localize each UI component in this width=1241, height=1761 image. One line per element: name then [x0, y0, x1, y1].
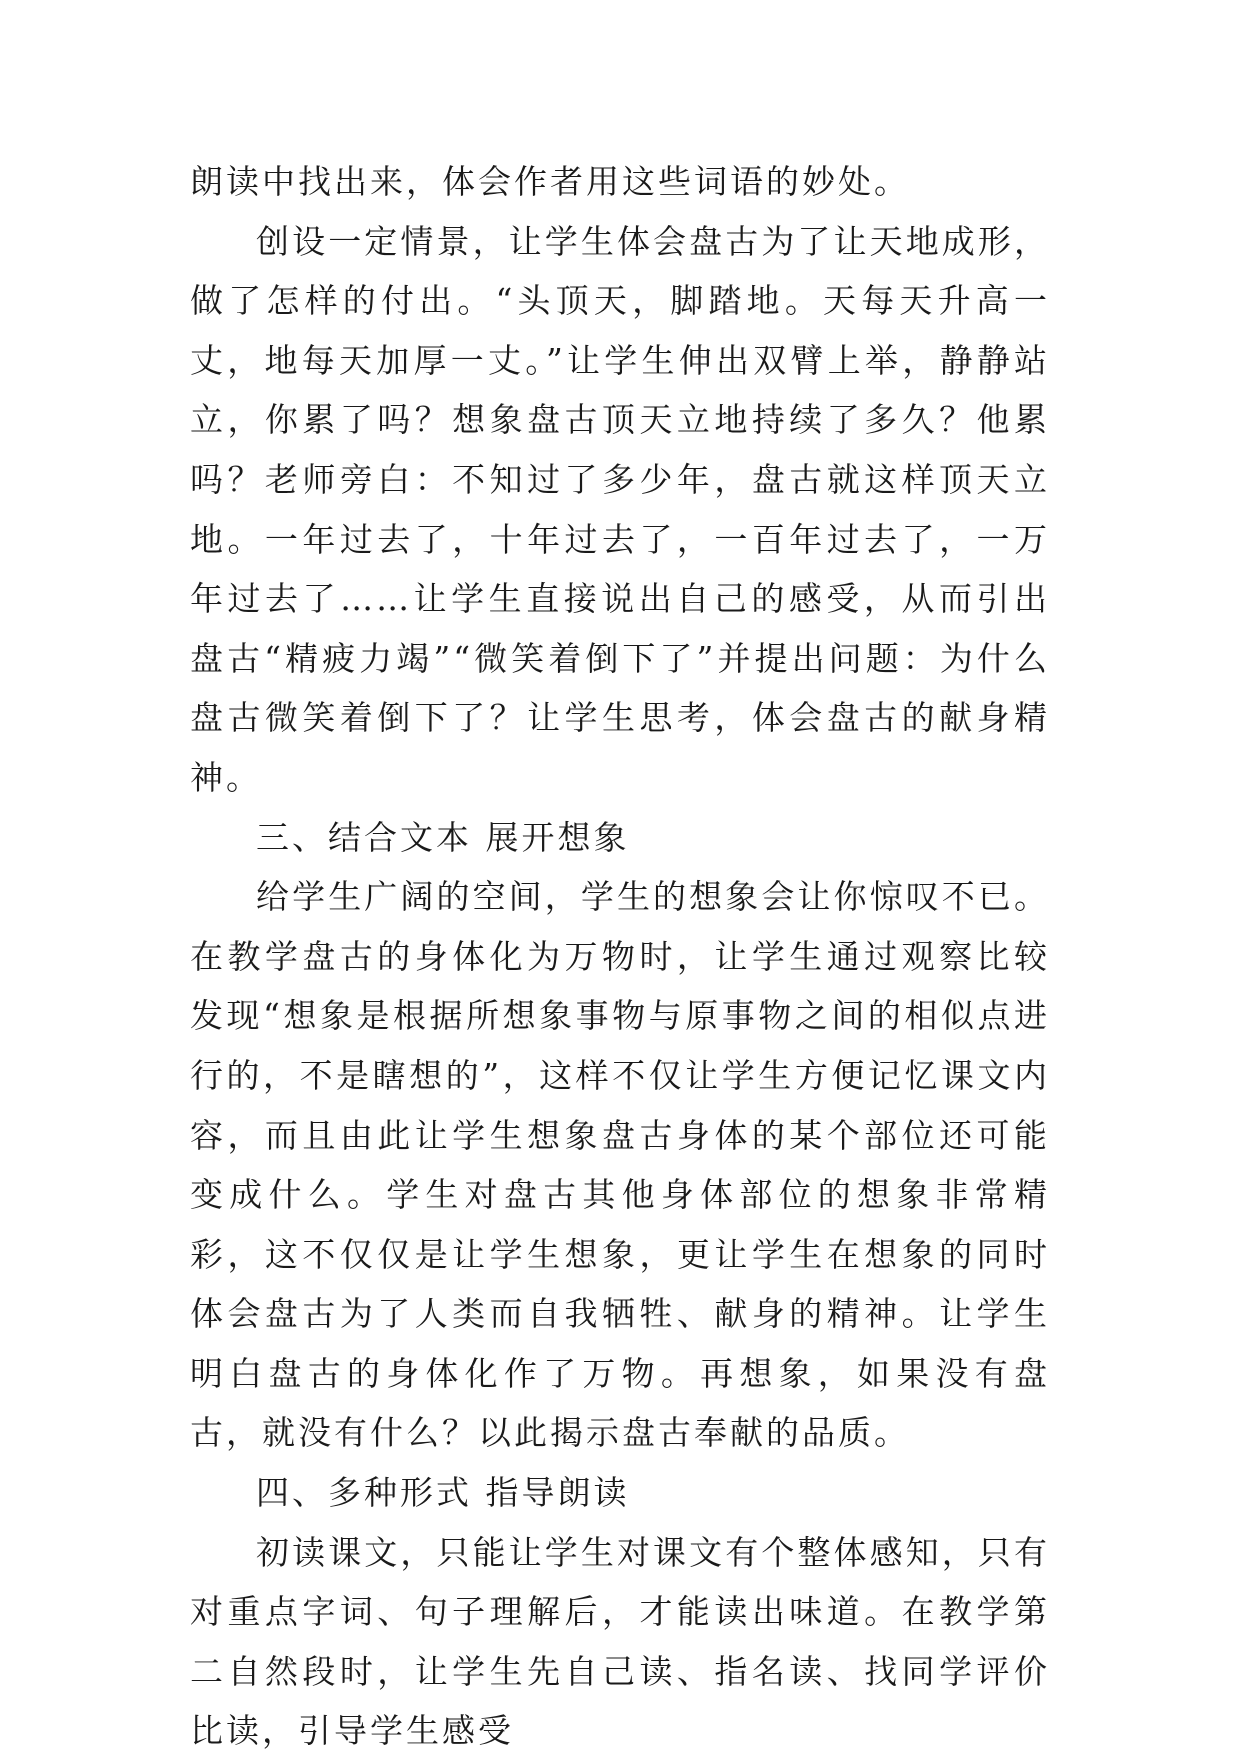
section-heading: 四、多种形式 指导朗读 [256, 1473, 630, 1513]
paragraph-body: 给学生广阔的空间，学生的想象会让你惊叹不已。在教学盘古的身体化为万物时，让学生通过观察比较发现“想象是根据所想象事物与原事物之间的相似点进行的，不是瞎想的”，这样不仅让学生方便记忆课文内容，而且由此让学生想象盘古身体的某个部位还可能变成什么。学生对盘古其他身体部位的想象非常精彩，这不仅仅是让学生想象，更让学生在想象的同时体会盘古为了人类而自我牺牲、献身的精神。让学生明白盘古的身体化作了万物。再想象，如果没有盘古，就没有什么？以此揭示盘古奉献的品质。 [190, 877, 1050, 1453]
paragraph-body: 创设一定情景，让学生体会盘古为了让天地成形，做了怎样的付出。“头顶天，脚踏地。天每天升高一丈，地每天加厚一丈。”让学生伸出双臂上举，静静站立，你累了吗？想象盘古顶天立地持续了多久？他累吗？老师旁白：不知过了多少年，盘古就这样顶天立地。一年过去了，十年过去了，一百年过去了，一万年过去了……让学生直接说出自己的感受，从而引出盘古“精疲力竭”“微笑着倒下了”并提出问题：为什么盘古微笑着倒下了？让学生思考，体会盘古的献身精神。 [190, 221, 1050, 797]
paragraph-body: 初读课文，只能让学生对课文有个整体感知，只有对重点字词、句子理解后，才能读出味道。在教学第二自然段时，让学生先自己读、指名读、找同学评价比读，引导学生感受 [190, 1532, 1050, 1751]
paragraph-continuation: 朗读中找出来，体会作者用这些词语的妙处。 [190, 162, 910, 201]
section-heading: 三、结合文本 展开想象 [256, 817, 630, 857]
document-body [190, 152, 1050, 1761]
